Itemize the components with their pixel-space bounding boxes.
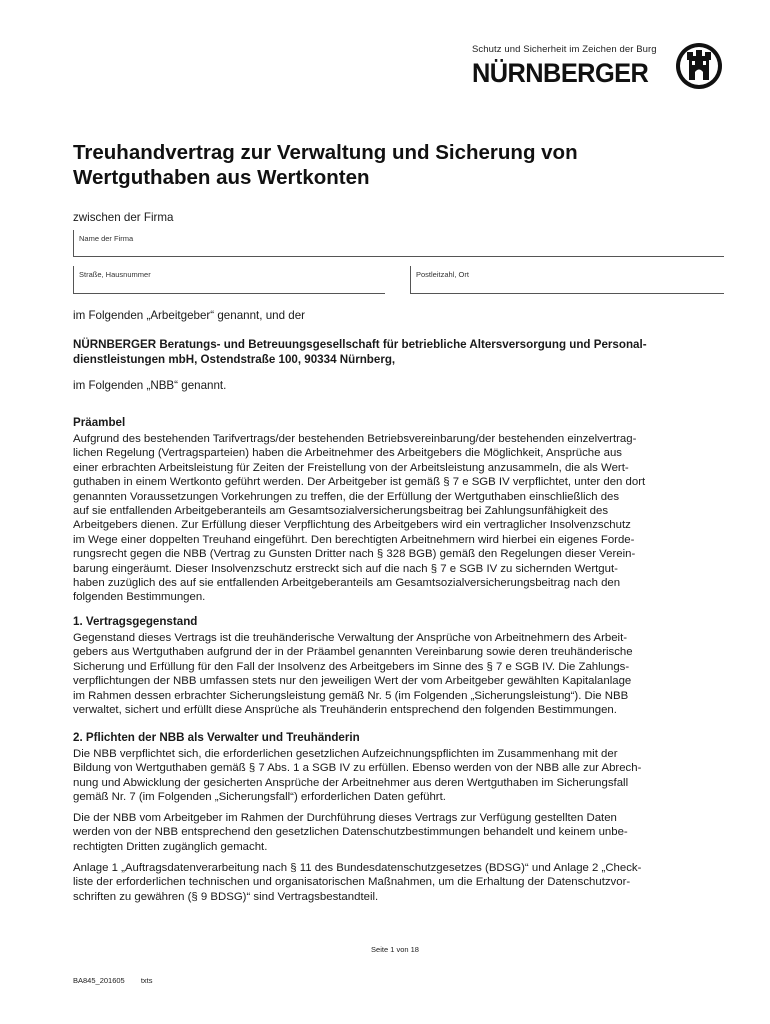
document-title: [73, 140, 693, 190]
castle-logo-icon: [675, 42, 723, 90]
document-code: [73, 976, 152, 985]
text-line: werden von der NBB entsprechend den gesetzlichen Datenschutzbestimmungen behandelt und keinem unbe-: [73, 826, 628, 839]
text-line: folgenden Bestimmungen.: [73, 591, 206, 604]
section-1-heading: 1. Vertragsgegenstand: [73, 615, 198, 628]
text-line: gemäß Nr. 7 (im Folgenden „Sicherungsfall“) erforderlichen Daten geführt.: [73, 791, 446, 804]
nbb-line-2: dienstleistungen mbH, Ostendstraße 100, 90334 Nürnberg,: [73, 352, 396, 366]
text-line: rechtigten Dritten zugänglich gemacht.: [73, 840, 268, 853]
text-line: verwaltet, sichert und erfüllt diese Ansprüche als Treuhänderin entsprechend den folgenden Bestimmungen.: [73, 704, 617, 717]
title-line-1: Treuhandvertrag zur Verwaltung und Sicherung von: [73, 141, 578, 164]
preamble-heading: Präambel: [73, 416, 126, 429]
text-line: schriften zu gewähren (§ 9 BDSG)“ sind Vertragsbestandteil.: [73, 890, 379, 903]
city-field[interactable]: [410, 266, 724, 294]
text-line: verpflichtungen der NBB umfassen stets nur den jeweiligen Wert der vom Arbeitgeber gewählten Kapitalanlage: [73, 675, 632, 688]
city-label: Postleitzahl, Ort: [416, 270, 469, 279]
text-line: rungsrecht gegen die NBB (Vertrag zu Gunsten Dritter nach § 328 BGB) gemäß den Regelungen dieser Verein-: [73, 548, 636, 561]
text-line: haben zuzüglich des auf sie entfallenden Arbeitgeberanteils am Gesamtsozialversicherungsbeitrag nach den: [73, 577, 621, 590]
section-2-para-2: [73, 811, 728, 854]
text-line: guthaben in einem Wertkonto geführt werden. Der Arbeitgeber ist gemäß § 7 e SGB IV verpflichtet, unter den dort: [73, 476, 646, 489]
document-code-suffix: txts: [140, 976, 153, 985]
intro-text: zwischen der Firma: [73, 211, 174, 224]
text-line: Bildung von Wertguthaben gemäß § 7 Abs. 1 a SGB IV zu erfüllen. Ebenso werden von der NBB alle zur Abrech-: [73, 762, 642, 775]
text-line: Sicherung und Erfüllung für den Fall der Insolvenz des Arbeitgebers im Sinne des § 7 e SGB IV. Die Zahlungs-: [73, 660, 630, 673]
text-line: Die der NBB vom Arbeitgeber im Rahmen der Durchführung dieses Vertrags zur Verfügung gestellten Daten: [73, 812, 617, 824]
section-2-heading: 2. Pflichten der NBB als Verwalter und Treuhänderin: [73, 731, 360, 744]
text-line: auf sie entfallenden Arbeitgeberanteils am Gesamtsozialversicherungsbeitrag bei Zahlungsunfähigkeit des: [73, 505, 609, 518]
text-line: Die NBB verpflichtet sich, die erforderlichen gesetzlichen Aufzeichnungspflichten im Zusammenhang mit der: [73, 748, 618, 760]
text-line: lichen Regelung (Vertragsparteien) haben die Arbeitnehmer des Arbeitgebers die Möglichkeit, Ansprüche aus: [73, 447, 622, 460]
preamble-text: [73, 432, 728, 605]
page-number: Seite 1 von 18: [371, 945, 419, 954]
text-line: Arbeitgebers dienen. Zur Erfüllung dieser Verpflichtung des Arbeitgebers wird ein vertraglicher Insolvenzschutz: [73, 519, 631, 532]
text-line: liste der erforderlichen technischen und organisatorischen Maßnahmen, um die Erhaltung der Datenschutzvor-: [73, 876, 631, 889]
tagline: Schutz und Sicherheit im Zeichen der Burg: [472, 44, 657, 55]
title-line-2: Wertguthaben aus Wertkonten: [73, 166, 370, 189]
text-line: Aufgrund des bestehenden Tarifvertrags/der bestehenden Betriebsvereinbarung/der bestehenden einzelvertrag-: [73, 433, 637, 445]
text-line: im Rahmen dessen erbrachter Sicherungsleistung gemäß Nr. 5 (im Folgenden „Sicherungsleistung“). Die NBB: [73, 689, 629, 702]
text-line: gebers aus Wertguthaben aufgrund der in der Präambel genannten Vereinbarung sowie deren treuhänderische: [73, 646, 633, 659]
text-line: Gegenstand dieses Vertrags ist die treuhänderische Verwaltung der Ansprüche von Arbeitnehmern des Arbeit-: [73, 632, 628, 644]
text-line: Anlage 1 „Auftragsdatenverarbeitung nach § 11 des Bundesdatenschutzgesetzes (BDSG)“ und Anlage 2 „Check-: [73, 862, 642, 874]
section-1-text: [73, 631, 728, 717]
text-line: einer erbrachten Arbeitsleistung für Zeiten der Freistellung von der Arbeitsleistung anzusammeln, die als Wert-: [73, 461, 629, 474]
company-name-field[interactable]: [73, 230, 724, 257]
section-2-para-3: [73, 861, 728, 904]
document-code-value: BA845_201605: [73, 976, 125, 985]
street-field[interactable]: [73, 266, 385, 294]
text-line: genannten Voraussetzungen Vorkehrungen zu treffen, die der Erfüllung der Wertguthaben einschließlich des: [73, 490, 620, 503]
nbb-party: [73, 338, 733, 367]
brand-name: NÜRNBERGER: [472, 58, 649, 88]
employer-note: im Folgenden „Arbeitgeber“ genannt, und der: [73, 309, 306, 322]
text-line: nung und Abwicklung der gesicherten Ansprüche der Arbeitnehmer aus deren Wertguthaben im Sicherungsfall: [73, 776, 629, 789]
section-2-para-1: [73, 747, 728, 805]
text-line: barung eingeräumt. Dieser Insolvenzschutz erstreckt sich auf die nach § 7 e SGB IV zu sichernden Wertgut-: [73, 562, 618, 575]
street-label: Straße, Hausnummer: [79, 270, 151, 279]
company-name-label: Name der Firma: [79, 234, 134, 243]
nbb-line-1: NÜRNBERGER Beratungs- und Betreuungsgesellschaft für betriebliche Altersversorgung und Personal-: [73, 338, 647, 351]
text-line: im Wege einer doppelten Treuhand eingeführt. Den berechtigten Arbeitnehmern wird hierbei ein eigenes Forde-: [73, 533, 635, 546]
nbb-note: im Folgenden „NBB“ genannt.: [73, 379, 227, 392]
